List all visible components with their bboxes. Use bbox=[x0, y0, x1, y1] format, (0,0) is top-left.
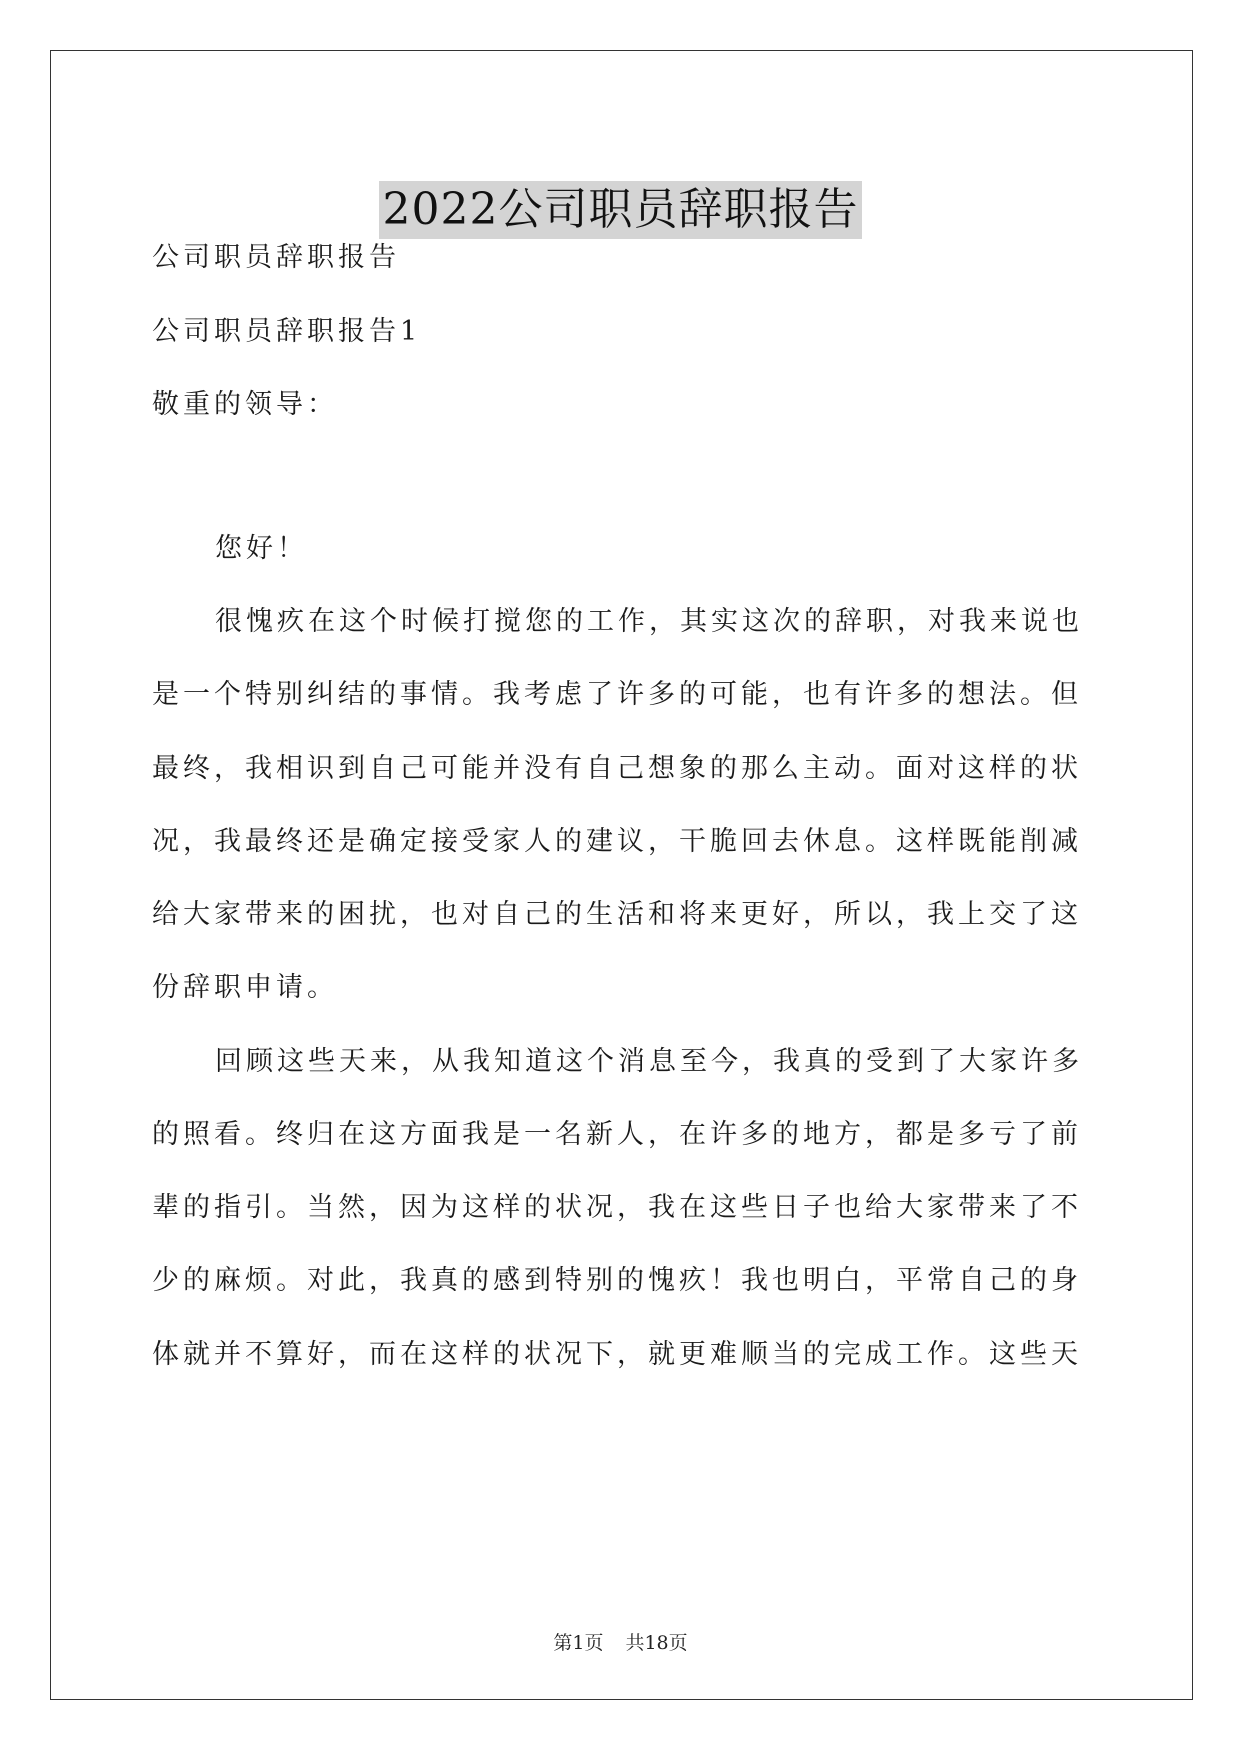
page-footer bbox=[0, 1631, 1241, 1655]
paragraph-1-line-4: 况，我最终还是确定接受家人的建议，干脆回去休息。这样既能削减 bbox=[152, 826, 1082, 857]
paragraph-1-line-2: 是一个特别纠结的事情。我考虑了许多的可能，也有许多的想法。但 bbox=[152, 679, 1082, 710]
subtitle-line: 公司职员辞职报告 bbox=[152, 242, 400, 273]
paragraph-2-line-4: 少的麻烦。对此，我真的感到特别的愧疚！我也明白，平常自己的身 bbox=[152, 1265, 1082, 1296]
paragraph-2-line-5: 体就并不算好，而在这样的状况下，就更难顺当的完成工作。这些天 bbox=[152, 1339, 1082, 1370]
total-pages: 共18页 bbox=[625, 1632, 688, 1654]
paragraph-1-line-3: 最终，我相识到自己可能并没有自己想象的那么主动。面对这样的状 bbox=[152, 753, 1082, 784]
page-border bbox=[50, 50, 1193, 1700]
paragraph-2-line-3: 辈的指引。当然，因为这样的状况，我在这些日子也给大家带来了不 bbox=[152, 1192, 1082, 1223]
section-heading: 公司职员辞职报告1 bbox=[152, 316, 422, 347]
paragraph-2-line-2: 的照看。终归在这方面我是一名新人，在许多的地方，都是多亏了前 bbox=[152, 1119, 1082, 1150]
paragraph-2-line-1: 回顾这些天来，从我知道这个消息至今，我真的受到了大家许多 bbox=[215, 1046, 1083, 1077]
salutation: 敬重的领导： bbox=[152, 389, 338, 420]
greeting: 您好！ bbox=[215, 533, 308, 564]
paragraph-1-line-1: 很愧疚在这个时候打搅您的工作，其实这次的辞职，对我来说也 bbox=[215, 606, 1083, 637]
document-title: 2022公司职员辞职报告 bbox=[379, 181, 863, 239]
paragraph-1-line-6: 份辞职申请。 bbox=[152, 972, 338, 1003]
page-number: 第1页 bbox=[553, 1632, 604, 1654]
paragraph-1-line-5: 给大家带来的困扰，也对自己的生活和将来更好，所以，我上交了这 bbox=[152, 899, 1082, 930]
